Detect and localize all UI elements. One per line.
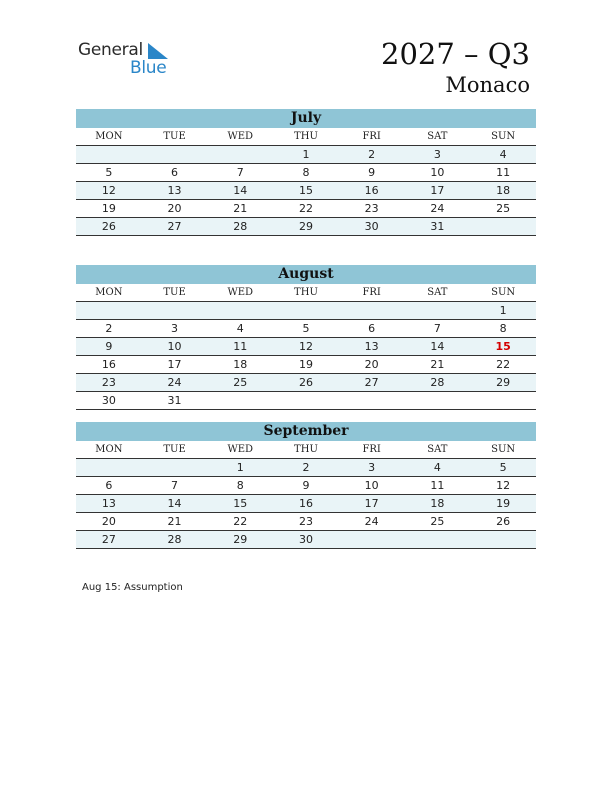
empty-day-cell: [142, 302, 208, 320]
day-cell: 25: [405, 513, 471, 531]
day-cell: 17: [339, 495, 405, 513]
empty-day-cell: [470, 218, 536, 236]
empty-day-cell: [470, 392, 536, 410]
weekday-label: MON: [76, 128, 142, 146]
weekday-label: THU: [273, 441, 339, 459]
day-cell: 4: [470, 146, 536, 164]
empty-day-cell: [339, 392, 405, 410]
country-name: Monaco: [445, 73, 530, 97]
day-cell: 20: [339, 356, 405, 374]
day-cell: 26: [470, 513, 536, 531]
day-cell: 23: [273, 513, 339, 531]
week-row: [76, 200, 536, 218]
day-cell: 19: [470, 495, 536, 513]
weekday-label: THU: [273, 284, 339, 302]
calendar-grid: [76, 441, 536, 549]
weekday-label: MON: [76, 441, 142, 459]
day-cell: 21: [405, 356, 471, 374]
day-cell: 19: [76, 200, 142, 218]
weekday-label: WED: [207, 128, 273, 146]
day-cell: 1: [207, 459, 273, 477]
day-cell: 27: [76, 531, 142, 549]
day-cell: 5: [273, 320, 339, 338]
day-cell: 28: [142, 531, 208, 549]
month-title: September: [76, 422, 536, 441]
logo-text-general: General: [78, 40, 143, 60]
day-cell: 26: [273, 374, 339, 392]
weekday-label: SAT: [405, 128, 471, 146]
empty-day-cell: [405, 392, 471, 410]
week-row: [76, 513, 536, 531]
day-cell: 15: [273, 182, 339, 200]
day-cell: 8: [207, 477, 273, 495]
week-row: [76, 392, 536, 410]
weekday-label: FRI: [339, 128, 405, 146]
empty-day-cell: [207, 146, 273, 164]
day-cell: 8: [470, 320, 536, 338]
day-cell: 4: [405, 459, 471, 477]
page-title: 2027 – Q3: [381, 37, 530, 71]
weekday-label: WED: [207, 284, 273, 302]
day-cell: 15: [470, 338, 536, 356]
week-row: [76, 218, 536, 236]
weekday-label: TUE: [142, 128, 208, 146]
day-cell: 23: [339, 200, 405, 218]
day-cell: 20: [76, 513, 142, 531]
week-row: [76, 495, 536, 513]
day-cell: 8: [273, 164, 339, 182]
day-cell: 31: [405, 218, 471, 236]
day-cell: 9: [76, 338, 142, 356]
day-cell: 30: [273, 531, 339, 549]
empty-day-cell: [142, 459, 208, 477]
weekday-label: SAT: [405, 284, 471, 302]
day-cell: 9: [273, 477, 339, 495]
month-title: August: [76, 265, 536, 284]
calendar-grid: [76, 128, 536, 236]
day-cell: 27: [339, 374, 405, 392]
day-cell: 29: [207, 531, 273, 549]
day-cell: 31: [142, 392, 208, 410]
day-cell: 2: [76, 320, 142, 338]
day-cell: 16: [339, 182, 405, 200]
week-row: [76, 374, 536, 392]
day-cell: 4: [207, 320, 273, 338]
week-row: [76, 320, 536, 338]
day-cell: 11: [470, 164, 536, 182]
day-cell: 16: [76, 356, 142, 374]
empty-day-cell: [339, 531, 405, 549]
weekday-label: THU: [273, 128, 339, 146]
week-row: [76, 146, 536, 164]
day-cell: 25: [207, 374, 273, 392]
day-cell: 1: [273, 146, 339, 164]
logo-text-blue: Blue: [130, 58, 167, 78]
day-cell: 10: [339, 477, 405, 495]
empty-day-cell: [207, 302, 273, 320]
empty-day-cell: [207, 392, 273, 410]
week-row: [76, 302, 536, 320]
calendar-grid: [76, 284, 536, 410]
day-cell: 14: [142, 495, 208, 513]
weekday-label: TUE: [142, 284, 208, 302]
day-cell: 17: [405, 182, 471, 200]
day-cell: 20: [142, 200, 208, 218]
day-cell: 11: [405, 477, 471, 495]
week-row: [76, 182, 536, 200]
week-row: [76, 356, 536, 374]
day-cell: 5: [76, 164, 142, 182]
day-cell: 23: [76, 374, 142, 392]
day-cell: 3: [339, 459, 405, 477]
day-cell: 22: [470, 356, 536, 374]
generalblue-logo: [78, 40, 178, 80]
day-cell: 6: [339, 320, 405, 338]
day-cell: 6: [142, 164, 208, 182]
weekday-label: SUN: [470, 441, 536, 459]
empty-day-cell: [273, 392, 339, 410]
day-cell: 28: [207, 218, 273, 236]
day-cell: 6: [76, 477, 142, 495]
month-title: July: [76, 109, 536, 128]
weekday-label: SUN: [470, 284, 536, 302]
day-cell: 13: [142, 182, 208, 200]
empty-day-cell: [76, 146, 142, 164]
day-cell: 12: [76, 182, 142, 200]
empty-day-cell: [76, 459, 142, 477]
week-row: [76, 164, 536, 182]
weekday-header-row: [76, 128, 536, 146]
weekday-label: TUE: [142, 441, 208, 459]
day-cell: 16: [273, 495, 339, 513]
day-cell: 5: [470, 459, 536, 477]
day-cell: 10: [405, 164, 471, 182]
day-cell: 24: [142, 374, 208, 392]
day-cell: 19: [273, 356, 339, 374]
day-cell: 25: [470, 200, 536, 218]
weekday-label: FRI: [339, 284, 405, 302]
day-cell: 30: [76, 392, 142, 410]
weekday-label: WED: [207, 441, 273, 459]
empty-day-cell: [273, 302, 339, 320]
day-cell: 3: [405, 146, 471, 164]
day-cell: 7: [207, 164, 273, 182]
day-cell: 21: [207, 200, 273, 218]
weekday-label: FRI: [339, 441, 405, 459]
day-cell: 3: [142, 320, 208, 338]
weekday-header-row: [76, 441, 536, 459]
empty-day-cell: [339, 302, 405, 320]
empty-day-cell: [405, 302, 471, 320]
empty-day-cell: [76, 302, 142, 320]
day-cell: 18: [405, 495, 471, 513]
weekday-label: SUN: [470, 128, 536, 146]
day-cell: 13: [76, 495, 142, 513]
day-cell: 1: [470, 302, 536, 320]
weekday-label: MON: [76, 284, 142, 302]
weekday-label: SAT: [405, 441, 471, 459]
empty-day-cell: [470, 531, 536, 549]
holiday-note: Aug 15: Assumption: [82, 582, 183, 593]
week-row: [76, 459, 536, 477]
day-cell: 7: [405, 320, 471, 338]
day-cell: 29: [470, 374, 536, 392]
day-cell: 2: [273, 459, 339, 477]
day-cell: 18: [470, 182, 536, 200]
day-cell: 24: [339, 513, 405, 531]
day-cell: 21: [142, 513, 208, 531]
weekday-header-row: [76, 284, 536, 302]
day-cell: 17: [142, 356, 208, 374]
day-cell: 29: [273, 218, 339, 236]
day-cell: 14: [405, 338, 471, 356]
day-cell: 11: [207, 338, 273, 356]
empty-day-cell: [405, 531, 471, 549]
day-cell: 26: [76, 218, 142, 236]
day-cell: 15: [207, 495, 273, 513]
day-cell: 24: [405, 200, 471, 218]
day-cell: 12: [470, 477, 536, 495]
day-cell: 27: [142, 218, 208, 236]
week-row: [76, 338, 536, 356]
day-cell: 18: [207, 356, 273, 374]
day-cell: 22: [207, 513, 273, 531]
empty-day-cell: [142, 146, 208, 164]
day-cell: 10: [142, 338, 208, 356]
day-cell: 30: [339, 218, 405, 236]
day-cell: 28: [405, 374, 471, 392]
day-cell: 2: [339, 146, 405, 164]
day-cell: 14: [207, 182, 273, 200]
day-cell: 22: [273, 200, 339, 218]
week-row: [76, 531, 536, 549]
month-september: [76, 422, 536, 549]
day-cell: 7: [142, 477, 208, 495]
day-cell: 12: [273, 338, 339, 356]
month-august: [76, 265, 536, 410]
week-row: [76, 477, 536, 495]
month-july: [76, 109, 536, 236]
day-cell: 9: [339, 164, 405, 182]
day-cell: 13: [339, 338, 405, 356]
